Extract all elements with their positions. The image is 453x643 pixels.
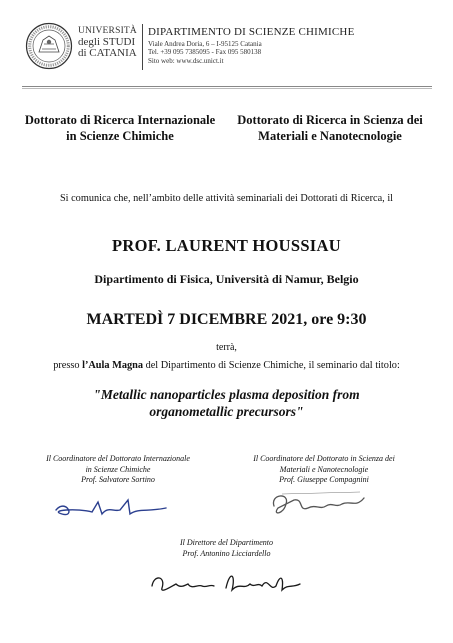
department-name: DIPARTIMENTO DI SCIENZE CHIMICHE bbox=[148, 26, 355, 38]
coordinator-role: in Scienze Chimiche bbox=[85, 464, 151, 474]
speaker-affiliation: Dipartimento di Fisica, Università di Namur, Belgio bbox=[94, 272, 359, 286]
university-line-2: degli STUDI bbox=[78, 36, 136, 48]
header-rule bbox=[22, 88, 432, 89]
program-materiali: Dottorato di Ricerca in Scienza dei Materiali e Nanotecnologie bbox=[237, 113, 423, 143]
address-line: Sito web: www.dsc.unict.it bbox=[148, 56, 224, 65]
coordinator-left bbox=[28, 454, 208, 486]
coordinator-name: Prof. Giuseppe Compagnini bbox=[279, 475, 369, 484]
coordinator-role: Materiali e Nanotecnologie bbox=[279, 464, 369, 474]
venue-name: l’Aula Magna bbox=[82, 360, 144, 371]
director-name: Prof. Antonino Licciardello bbox=[182, 549, 271, 558]
program-chimiche: Dottorato di Ricerca Internazionale in Scienze Chimiche bbox=[24, 113, 216, 143]
director-block bbox=[0, 537, 453, 559]
coordinator-right bbox=[238, 454, 410, 486]
address-line: Tel. +39 095 7385095 - Fax 095 580138 bbox=[148, 48, 262, 57]
university-name bbox=[78, 26, 142, 59]
seminar-title-line: organometallic precursors" bbox=[149, 404, 304, 419]
coordinator-role: Il Coordinatore del Dottorato in Scienza dei bbox=[253, 454, 395, 463]
seminar-title-line: "Metallic nanoparticles plasma deposition from bbox=[93, 387, 360, 402]
university-line-1: UNIVERSITÀ bbox=[78, 26, 137, 36]
director-role: Il Direttore del Dipartimento bbox=[180, 538, 273, 547]
coordinator-role: Il Coordinatore del Dottorato Internazionale bbox=[46, 454, 190, 463]
venue-post: del Dipartimento di Scienze Chimiche, il seminario dal titolo: bbox=[143, 360, 400, 371]
venue-text bbox=[0, 360, 453, 371]
seminar-title bbox=[0, 386, 453, 420]
venue-pre: presso bbox=[53, 360, 83, 371]
coordinator-name: Prof. Salvatore Sortino bbox=[81, 475, 155, 484]
signature-licciardello-icon bbox=[146, 566, 306, 600]
speaker-name: PROF. LAURENT HOUSSIAU bbox=[112, 236, 341, 255]
department-address bbox=[148, 40, 262, 65]
header-divider bbox=[142, 24, 143, 70]
header-rule bbox=[22, 86, 432, 87]
university-line-3: di CATANIA bbox=[78, 47, 137, 59]
signature-compagnini-icon bbox=[264, 486, 384, 522]
terra-text: terrà, bbox=[216, 342, 237, 353]
signature-sortino-icon bbox=[48, 488, 178, 522]
intro-text: Si comunica che, nell’ambito delle attività seminariali dei Dottorati di Ricerca, il bbox=[59, 193, 394, 204]
university-seal-icon bbox=[25, 22, 73, 70]
seminar-datetime: MARTEDÌ 7 DICEMBRE 2021, ore 9:30 bbox=[86, 311, 367, 328]
address-line: Viale Andrea Doria, 6 – I-95125 Catania bbox=[148, 40, 262, 48]
